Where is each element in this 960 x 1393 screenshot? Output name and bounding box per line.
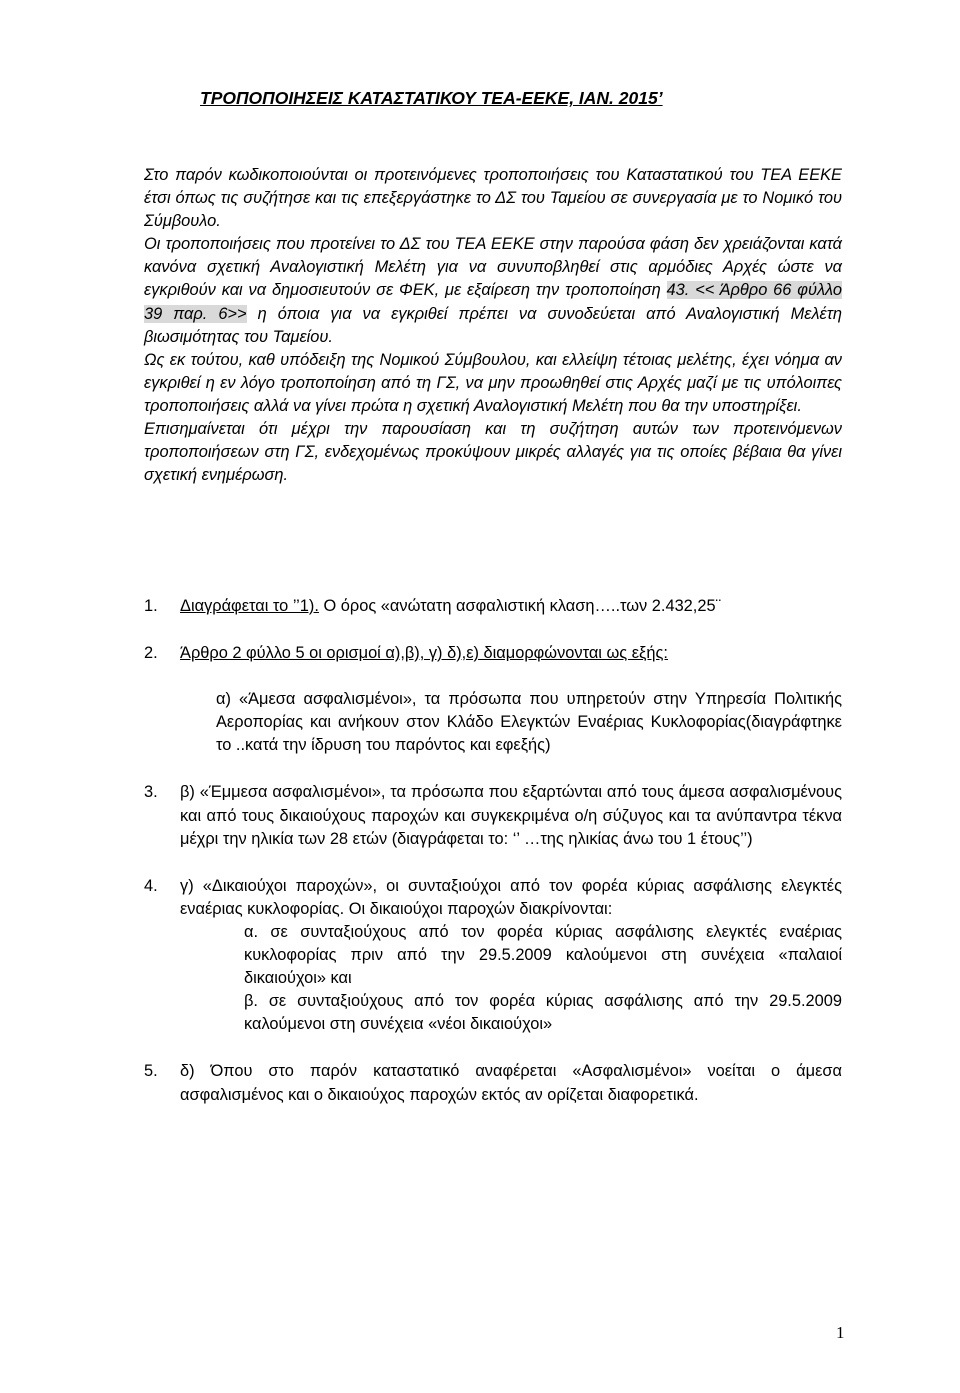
document-title: ΤΡΟΠΟΠΟΙΗΣΕΙΣ ΚΑΤΑΣΤΑΤΙΚΟΥ ΤΕΑ-ΕΕΚΕ, ΙΑΝ. 2015’ xyxy=(200,88,663,108)
list-item-3 xyxy=(144,781,842,850)
list-item-5 xyxy=(144,1060,842,1106)
intro-paragraph-2-text: Οι τροποποιήσεις που προτείνει το ΔΣ του ΤΕΑ ΕΕΚΕ στην παρούσα φάση δεν χρειάζονται κατά κανόνα σχετική Αναλογιστική Μελέτη για να συνυποβληθεί στις αρμόδιες Αρχές ώστε να εγκριθούν και να δημοσιευτούν σε ΦΕΚ, με εξαίρεση την τροποποίηση xyxy=(144,235,842,300)
list-item-body xyxy=(180,595,842,618)
list-item-4 xyxy=(144,875,842,1037)
list-item-text: β) «Έμμεσα ασφαλισμένοι», τα πρόσωπα που εξαρτώνται από τους άμεσα ασφαλισμένους και από τους δικαιούχους παροχών και συγκεκριμένα ο/η σύζυγος και τα ανύπαντρα τέκνα μέχρι την ηλικία των 28 ετών (διαγράφεται το: ‘’ …της ηλικίας άνω του 1 έτους’’) xyxy=(180,783,842,848)
intro-paragraph-2-tail: η όποια για να εγκριθεί πρέπει να συνοδεύεται από Αναλογιστική Μελέτη βιωσιμότητας του Ταμείου. xyxy=(144,304,842,346)
list-item-text: Ο όρος «ανώτατη ασφαλιστική κλαση…..των 2.432,25¨ xyxy=(318,597,722,615)
list-item-text: δ) Όπου στο παρόν καταστατικό αναφέρεται «Ασφαλισμένοι» νοείται ο άμεσα ασφαλισμένος και ο δικαιούχος παροχών εκτός αν ορίζεται διαφορετικά. xyxy=(180,1062,842,1104)
list-item-number: 2. xyxy=(144,644,158,663)
list-item-number: 1. xyxy=(144,597,158,615)
list-item-number: 5. xyxy=(144,1062,158,1081)
list-item-1 xyxy=(144,595,842,618)
list-item-number: 3. xyxy=(144,783,158,802)
amendments-list xyxy=(144,595,842,1107)
list-item-2 xyxy=(144,642,842,757)
page-number: 1 xyxy=(836,1323,845,1342)
intro-paragraph-3: Ως εκ τούτου, καθ υπόδειξη της Νομικού Σύμβουλου, και ελλείψη τέτοιας μελέτης, έχει νόημα αν εγκριθεί η εν λόγο τροποποίηση από τη ΓΣ, να μην προωθηθεί στις Αρχές μαζί με τις υπόλοιπες τροποποιήσεις αλλά να γίνει πρώτα η σχετική Αναλογιστική Μελέτη που θα την υποστηρίξει. xyxy=(144,350,842,415)
intro-section xyxy=(144,164,842,487)
list-item-underlined-text: Άρθρο 2 φύλλο 5 οι ορισμοί α),β), γ) δ),ε) διαμορφώνονται ως εξής: xyxy=(180,644,668,663)
list-item-underlined-text: Διαγράφεται το ’’1). xyxy=(180,597,319,615)
list-item-subitems xyxy=(244,921,842,1036)
intro-paragraph-4: Επισημαίνεται ότι μέχρι την παρουσίαση και τη συζήτηση αυτών των προτεινόμενων τροποποιήσεων στη ΓΣ, ενδεχομένως προκύψουν μικρές αλλαγές για τις οποίες βέβαια θα γίνει σχετική ενημέρωση. xyxy=(144,420,842,485)
list-item-text: γ) «Δικαιούχοι παροχών», οι συνταξιούχοι από τον φορέα κύριας ασφάλισης ελεγκτές εναέριας κυκλοφορίας. Οι δικαιούχοι παροχών διακρίνονται: xyxy=(180,876,842,918)
list-item-number: 4. xyxy=(144,876,158,895)
intro-paragraph-2 xyxy=(144,233,842,348)
intro-paragraph-1: Στο παρόν κωδικοποιούνται οι προτεινόμενες τροποποιήσεις του Καταστατικού του ΤΕΑ ΕΕΚΕ έτσι όπως τις συζήτησε και τις επεξεργάστηκε το ΔΣ του Ταμείου σε συνεργασία με το Νομικό του Σύμβουλο. xyxy=(144,166,842,231)
subitem-a: α. σε συνταξιούχους από τον φορέα κύριας ασφάλισης ελεγκτές εναέριας κυκλοφορίας πριν από την 29.5.2009 καλούμενοι στη συνέχεια «παλαιοί δικαιούχοι» και xyxy=(244,922,842,988)
highlighted-reference: 43. << Άρθρο 66 φύλλο 39 παρ. 6>> xyxy=(144,281,842,323)
subitem-b: β. σε συνταξιούχους από τον φορέα κύριας ασφάλισης από την 29.5.2009 καλούμενοι στη συνέχεια «νέοι δικαιούχοι» xyxy=(244,992,842,1034)
list-item-subparagraph: α) «Άμεσα ασφαλισμένοι», τα πρόσωπα που υπηρετούν στην Υπηρεσία Πολιτικής Αεροπορίας και ανήκουν στον Κλάδο Ελεγκτών Εναέριας Κυκλοφορίας(διαγράφτηκε το ..κατά την ίδρυση του παρόντος και εφεξής) xyxy=(216,690,842,755)
